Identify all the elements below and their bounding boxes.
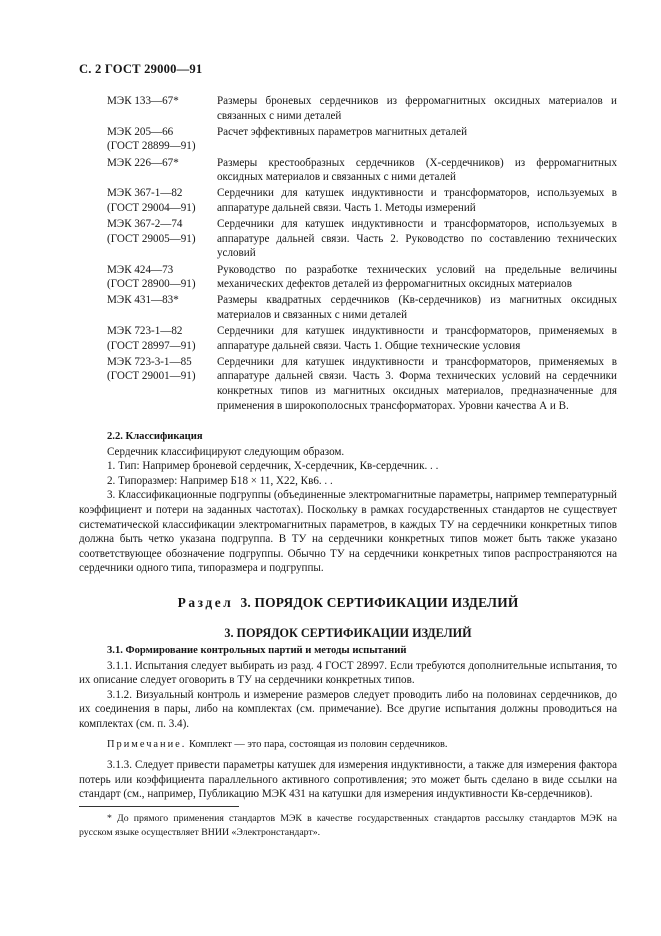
reference-row — [107, 94, 617, 123]
reference-code: МЭК 226—67* — [107, 156, 179, 169]
reference-list — [107, 94, 617, 415]
footnote: * До прямого применения стандартов МЭК в качестве государственных стандартов рассылку стандартов МЭК на русском языке осуществляет ВНИИ «Электронстандарт». — [79, 813, 617, 838]
section-prefix: Раздел — [177, 595, 234, 610]
reference-row — [107, 263, 617, 292]
section-3-1 — [79, 644, 617, 802]
reference-row — [107, 324, 617, 353]
reference-code: МЭК 205—66 (ГОСТ 28899—91) — [107, 125, 196, 153]
reference-code: МЭК 367-2—74 (ГОСТ 29005—91) — [107, 218, 196, 245]
s312-text: 3.1.2. Визуальный контроль и измерение размеров следует проводить либо на половинах сердечников, до их соединения в пары, либо на комплектах (см. примечание). Все другие испытания должны проводиться на комплектах (см. п. 3.4). — [79, 688, 617, 730]
reference-code: МЭК 723-1—82 (ГОСТ 28997—91) — [107, 325, 196, 352]
reference-description: Сердечники для катушек индуктивности и трансформаторов, применяемых в аппаратуре дальней связи. Часть 1. Общие технические условия — [217, 325, 617, 352]
reference-row — [107, 293, 617, 322]
reference-code: МЭК 367-1—82 (ГОСТ 29004—91) — [107, 187, 196, 214]
reference-row — [107, 217, 617, 261]
page-header: С. 2 ГОСТ 29000—91 — [79, 62, 203, 76]
reference-row — [107, 355, 617, 413]
reference-description: Расчет эффективных параметров магнитных деталей — [217, 125, 468, 138]
chapter-title: 3. ПОРЯДОК СЕРТИФИКАЦИИ ИЗДЕЛИЙ — [224, 626, 472, 640]
reference-code: МЭК 723-3-1—85 (ГОСТ 29001—91) — [107, 355, 196, 383]
classification-block — [79, 430, 617, 576]
classification-item-3: 3. Классификационные подгруппы (объединенные электромагнитные параметры, например температурный коэффициент и потери на заданных частотах). Поскольку в рамках государственных стандартов не существует систематической классификации электромагнитных параметров, в каждых ТУ на сердечники конкретных типов должна быть четко указана подгруппа. В ТУ на сердечники конкретных типов может быть также указано соответствующее обозначение подгруппы. Обычно ТУ на сердечники конкретных типов распространяются на сердечники одного типа, типоразмера и подгруппы. — [79, 489, 617, 575]
s31-heading: 3.1. Формирование контрольных партий и методы испытаний — [107, 645, 407, 656]
classification-item-2: 2. Типоразмер: Например Б18 × 11, Х22, Кв6. . . — [107, 474, 333, 487]
s313-text: 3.1.3. Следует привести параметры катушек для измерения индуктивности, а также для измерения фактора потерь или коэффициента параллельного активного сопротивления; это может быть сделано в виде ссылки на стандарт (см., например, Публикацию МЭК 431 на катушки для измерения индуктивности Кв-сердечников). — [79, 759, 617, 801]
section-title — [79, 595, 617, 611]
reference-row — [107, 186, 617, 215]
reference-code: МЭК 431—83* — [107, 294, 179, 307]
reference-description: Размеры крестообразных сердечников (Х-сердечников) из ферромагнитных оксидных материалов и связанных с ними деталей — [217, 156, 617, 184]
reference-description: Сердечники для катушек индуктивности и трансформаторов, используемых в аппаратуре дальней связи. Часть 1. Методы измерений — [217, 187, 617, 214]
reference-code: МЭК 133—67* — [107, 95, 179, 107]
reference-description: Сердечники для катушек индуктивности и трансформаторов, применяемых в аппаратуре дальней связи. Часть 3. Форма технических условий на сердечники конкретных типов из магнитных оксидных материалов, предназначенные для применения в широкополосных трансформаторах. Уровни качества А и В. — [217, 355, 617, 412]
reference-description: Руководство по разработке технических условий на предельные величины механических дефектов деталей из ферромагнитных оксидных материалов — [217, 263, 617, 291]
reference-description: Сердечники для катушек индуктивности и трансформаторов, используемых в аппаратуре дальней связи. Часть 2. Руководство по составлению технических условий — [217, 218, 617, 260]
note-text: Комплект — это пара, состоящая из половин сердечников. — [188, 738, 448, 750]
classification-heading: 2.2. Классификация — [107, 431, 203, 442]
reference-row — [107, 125, 617, 154]
classification-intro: Сердечник классифицируют следующим образом. — [107, 445, 345, 458]
section-title-text: 3. ПОРЯДОК СЕРТИФИКАЦИИ ИЗДЕЛИЙ — [240, 595, 519, 610]
footnote-divider — [79, 806, 239, 807]
reference-description: Размеры броневых сердечников из ферромагнитных оксидных материалов и связанных с ними деталей — [217, 95, 617, 122]
reference-code: МЭК 424—73 (ГОСТ 28900—91) — [107, 263, 196, 291]
s311-text: 3.1.1. Испытания следует выбирать из разд. 4 ГОСТ 28997. Если требуются дополнительные испытания, то их описание следует оговорить в ТУ на сердечники конкретных типов. — [79, 659, 617, 687]
reference-description: Размеры квадратных сердечников (Кв-сердечников) из магнитных оксидных материалов и связанных с ними деталей — [217, 294, 617, 321]
note — [79, 738, 617, 753]
classification-item-1: 1. Тип: Например броневой сердечник, Х-сердечник, Кв-сердечник. . . — [107, 460, 439, 473]
reference-row — [107, 156, 617, 185]
note-label: Примечание. — [107, 738, 187, 750]
